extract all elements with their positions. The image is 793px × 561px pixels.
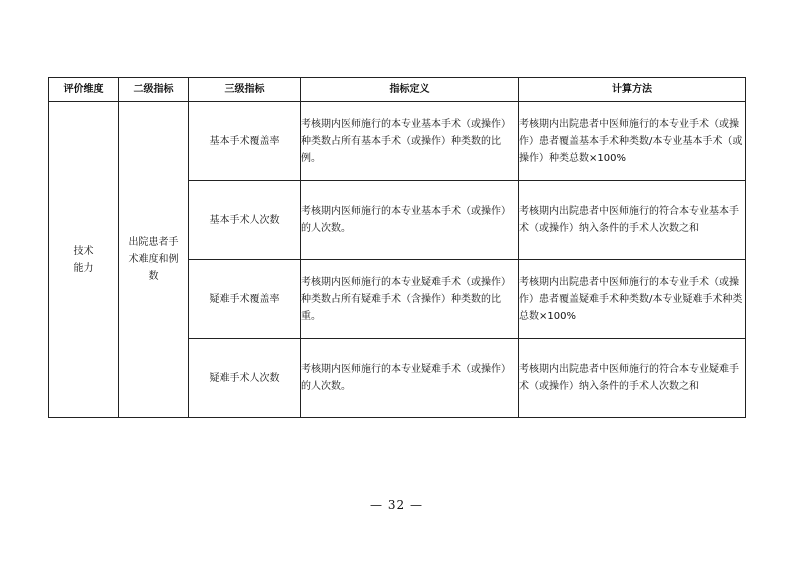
calculation-cell: 考核期内出院患者中医师施行的本专业手术（或操作）患者覆盖基本手术种类数/本专业基本手术（或操作）种类总数×100% (519, 102, 746, 181)
secondary-indicator-line: 出院患者手 (128, 237, 179, 248)
calculation-cell: 考核期内出院患者中医师施行的本专业手术（或操作）患者覆盖疑难手术种类数/本专业疑难手术种类总数×100% (519, 260, 746, 339)
header-definition: 指标定义 (301, 78, 519, 102)
tertiary-indicator-cell: 基本手术人次数 (189, 181, 301, 260)
calculation-cell: 考核期内出院患者中医师施行的符合本专业疑难手术（或操作）纳入条件的手术人次数之和 (519, 339, 746, 418)
table-row (49, 102, 746, 181)
secondary-indicator-line: 数 (148, 271, 159, 282)
evaluation-table (48, 77, 746, 418)
definition-cell: 考核期内医师施行的本专业疑难手术（或操作）种类数占所有疑难手术（含操作）种类数的比重。 (301, 260, 519, 339)
header-calculation-method: 计算方法 (519, 78, 746, 102)
secondary-indicator-line: 术难度和例 (128, 254, 179, 265)
page-number: — 32 — (370, 498, 423, 512)
dimension-line: 技术 (73, 245, 94, 257)
tertiary-indicator-cell: 基本手术覆盖率 (189, 102, 301, 181)
dimension-line: 能力 (73, 262, 94, 274)
calculation-cell: 考核期内出院患者中医师施行的符合本专业基本手术（或操作）纳入条件的手术人次数之和 (519, 181, 746, 260)
dimension-cell (49, 102, 119, 418)
header-tertiary-indicator: 三级指标 (189, 78, 301, 102)
secondary-indicator-cell (119, 102, 189, 418)
table-header-row (49, 78, 746, 102)
definition-cell: 考核期内医师施行的本专业基本手术（或操作）的人次数。 (301, 181, 519, 260)
definition-cell: 考核期内医师施行的本专业基本手术（或操作）种类数占所有基本手术（或操作）种类数的比例。 (301, 102, 519, 181)
definition-cell: 考核期内医师施行的本专业疑难手术（或操作）的人次数。 (301, 339, 519, 418)
header-secondary-indicator: 二级指标 (119, 78, 189, 102)
tertiary-indicator-cell: 疑难手术人次数 (189, 339, 301, 418)
tertiary-indicator-cell: 疑难手术覆盖率 (189, 260, 301, 339)
header-dimension: 评价维度 (49, 78, 119, 102)
